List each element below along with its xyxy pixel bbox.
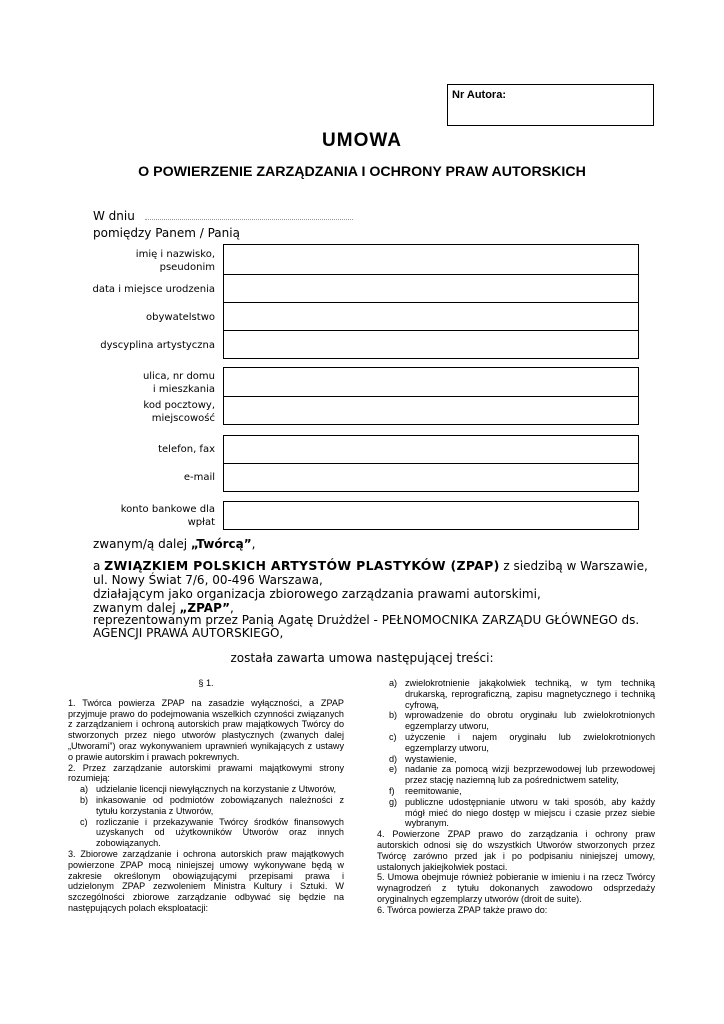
paragraph-6: 6. Twórca powierza ZPAP także prawo do:: [377, 904, 548, 915]
paragraph-5: 5. Umowa obejmuje również pobieranie w imieniu i na rzecz Twórcy wynagrodzeń z tytułu dokonanych zawodowo odsprzedaży oryginalnych egzemplarzy utworów (droit de suite).: [377, 872, 655, 904]
date-input-line[interactable]: [145, 219, 353, 220]
field-label-name: imię i nazwisko, pseudonim: [135, 249, 215, 273]
list-item: b) inkasowanie od podmiotów zobowiązanych należności z tytułu korzystania z Utworów,: [80, 794, 344, 816]
field-input-bank[interactable]: [223, 501, 639, 530]
field-input-citizenship[interactable]: [223, 302, 639, 330]
field-label-postal: kod pocztowy, miejscowość: [143, 400, 215, 424]
list-item: c) użyczenie i najem oryginału lub zwielokrotnionych egzemplarzy utworu,: [389, 731, 655, 753]
list-item: g) publiczne udostępnianie utworu w taki sposób, aby każdy mógł mieć do niego dostęp w miejscu i czasie przez siebie wybranym.: [389, 796, 655, 829]
list-item: f) reemitowanie,: [389, 785, 462, 796]
field-label-email: e-mail: [183, 472, 215, 483]
organization-address: ul. Nowy Świat 7/6, 00-496 Warszawa,: [93, 573, 323, 587]
representative-line-2: AGENCJI PRAWA AUTORSKIEGO,: [93, 626, 284, 640]
page-subtitle: O POWIERZENIE ZARZĄDZANIA I OCHRONY PRAW AUTORSKICH: [138, 164, 586, 180]
field-label-discipline: dyscyplina artystyczna: [100, 340, 215, 351]
field-label-birth: data i miejsce urodzenia: [92, 284, 215, 295]
zpap-designation: zwanym dalej „ZPAP”,: [93, 601, 234, 615]
list-item: c) rozliczanie i przekazywanie Twórcy środków finansowych uzyskanych od użytkowników Utworów oraz innych zobowiązanych.: [80, 816, 344, 849]
field-label-phone: telefon, fax: [158, 444, 215, 455]
field-input-postal[interactable]: [223, 396, 639, 425]
list-item: d) wystawienie,: [389, 753, 457, 764]
list-item: a) zwielokrotnienie jakąkolwiek techniką, w tym techniką drukarską, reprograficzną, zapisu magnetycznego i techniką cyfrową,: [389, 678, 655, 710]
paragraph-4: 4. Powierzone ZPAP prawo do zarządzania i ochrony praw autorskich odnosi się do wszystkich Utworów stworzonych przez Twórcę zarówno przed jak i po podpisaniu niniejszej umowy, ustalonych jakiejkolwiek postaci.: [377, 829, 655, 872]
paragraph-2: 2. Przez zarządzanie autorskimi prawami majątkowymi strony rozumieją:: [68, 762, 344, 784]
right-column: [377, 678, 655, 916]
list-item: a) udzielanie licencji niewyłącznych na korzystanie z Utworów,: [80, 784, 337, 795]
page-title: UMOWA: [322, 130, 402, 151]
list-item: b) wprowadzenie do obrotu oryginału lub zwielokrotnionych egzemplarzy utworu,: [389, 710, 655, 732]
paragraph-1: 1. Twórca powierza ZPAP na zasadzie wyłączności, a ZPAP przyjmuje prawo do podejmowania wszelkich czynności związanych z zarządzaniem i ochroną autorskich praw majątkowych Twórcy do stworzonych przez niego utworów plastycznych (zwanych dalej „Utworami”) oraz wykonywaniem uprawnień wynikających z ustawy o prawie autorskim i prawach pokrewnych.: [68, 697, 344, 762]
field-input-phone[interactable]: [223, 435, 639, 463]
field-label-bank: konto bankowe dla wpłat: [120, 504, 215, 528]
field-input-name[interactable]: [223, 244, 639, 274]
contract-intro: została zawarta umowa następującej treści:: [230, 651, 494, 665]
date-label: W dniu: [93, 209, 135, 223]
author-number-box[interactable]: [447, 84, 654, 126]
field-input-discipline[interactable]: [223, 330, 639, 359]
field-input-birth[interactable]: [223, 274, 639, 302]
organization-role: działającym jako organizacja zbiorowego zarządzania prawami autorskimi,: [93, 587, 541, 601]
field-label-street: ulica, nr domu i mieszkania: [142, 371, 215, 395]
left-column: [68, 678, 344, 914]
list-item: e) nadanie za pomocą wizji bezprzewodowej lub przewodowej przez stację naziemną lub za pośrednictwem satelity,: [389, 764, 655, 786]
creator-designation: zwanym/ą dalej „Twórcą”,: [93, 537, 256, 551]
representative-line-1: reprezentowanym przez Panią Agatę Drużdżel - PEŁNOMOCNIKA ZARZĄDU GŁÓWNEGO ds.: [93, 613, 640, 627]
organization-line: a ZWIĄZKIEM POLSKICH ARTYSTÓW PLASTYKÓW (ZPAP) z siedzibą w Warszawie,: [93, 558, 648, 573]
between-label: pomiędzy Panem / Panią: [93, 226, 240, 240]
paragraph-3: 3. Zbiorowe zarządzanie i ochrona autorskich praw majątkowych powierzone ZPAP mocą niniejszej umowy wykonywane będą w zakresie określonym obowiązującymi przepisami prawa i udzielonym ZPAP zezwoleniem Ministra Kultury i Sztuki. W szczególności zbiorowe zarządzanie odbywać się będzie na następujących polach eksploatacji:: [68, 848, 344, 913]
author-number-label: Nr Autora:: [452, 89, 506, 101]
field-label-citizenship: obywatelstwo: [146, 312, 215, 323]
field-input-street[interactable]: [223, 367, 639, 396]
field-input-email[interactable]: [223, 463, 639, 492]
section-heading: § 1.: [198, 678, 214, 688]
